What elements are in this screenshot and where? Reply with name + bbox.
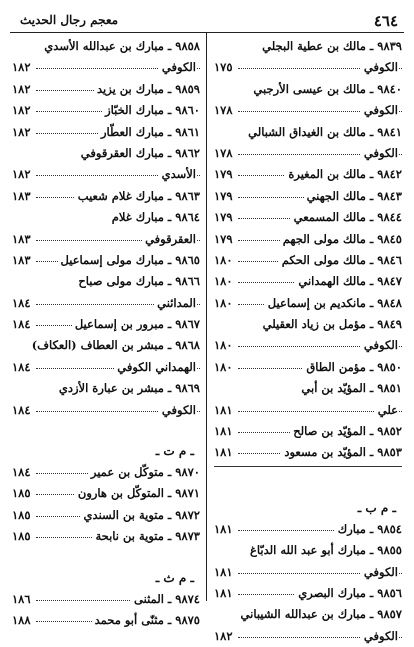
- entry-line: [12, 610, 200, 631]
- page-reference: ١٧٨: [214, 146, 236, 160]
- entry-line: [214, 164, 402, 185]
- entry-text: ٩٨٦٨ ـ مبشر بن العطاف (العكاف): [29, 338, 200, 352]
- entry-line: [214, 540, 402, 561]
- page-reference: ١٧٩: [214, 189, 236, 203]
- entry-text: ٩٨٥٢ ـ المؤيّد بن صالح: [290, 424, 402, 438]
- page-reference: ١٨٢: [12, 82, 34, 96]
- entry-line: [214, 378, 402, 399]
- entry-text: ٩٨٦١ ـ مبارك العطّار: [98, 125, 200, 139]
- entry-text: العقرقوفي: [142, 232, 196, 246]
- page-reference: ١٧٩: [214, 232, 236, 246]
- entry-text: ٩٨٥٩ ـ مبارك بن يزيد: [94, 82, 200, 96]
- entry-text: ٩٨٧٣ ـ متوية بن نابحة: [93, 529, 201, 543]
- entry-text: الهمداني الكوفي: [114, 360, 196, 374]
- entry-line: [214, 36, 402, 57]
- page-reference: ١٨٠: [214, 274, 236, 288]
- entry-text: ٩٨٤٣ ـ مالك الجهني: [304, 189, 402, 203]
- entry-continuation: [12, 164, 200, 185]
- entry-text: ٩٨٦٧ ـ مبرور بن إسماعيل: [72, 317, 200, 331]
- entry-text: ٩٨٤٢ ـ مالك بن المغيرة: [285, 167, 402, 181]
- entry-text: الكوفي: [361, 60, 398, 74]
- page-reference: ١٨٠: [214, 338, 236, 352]
- section-heading: [12, 565, 200, 589]
- entry-continuation: [12, 57, 200, 78]
- entry-text: ٩٨٤٦ ـ مالك مولى الحكم: [279, 253, 402, 267]
- page-reference: ١٨١: [214, 403, 236, 417]
- entry-continuation: [214, 562, 402, 583]
- page-reference: ١٨٣: [12, 253, 34, 267]
- entry-text: ٩٨٦٣ ـ مبارك غلام شعيب: [75, 189, 200, 203]
- entry-text: ٩٨٥٤ ـ مبارك: [335, 522, 402, 536]
- entry-text: الكوفي: [159, 60, 196, 74]
- entry-line: [12, 207, 200, 228]
- entry-text: ٩٨٦٠ ـ مبارك الخبّاز: [102, 103, 200, 117]
- page-reference: ١٨٢: [12, 103, 34, 117]
- entry-line: [12, 100, 200, 121]
- page-reference: ١٨٤: [12, 360, 34, 374]
- entry-continuation: [214, 100, 402, 121]
- entry-text: الكوفي: [159, 403, 196, 417]
- entry-text: ٩٨٤٨ ـ مانكديم بن إسماعيل: [265, 296, 402, 310]
- left-column: [12, 36, 200, 631]
- entry-line: [214, 519, 402, 540]
- entry-line: [214, 207, 402, 228]
- section-heading: [12, 438, 200, 462]
- entry-text: علي: [375, 403, 398, 417]
- right-column: [214, 36, 402, 647]
- running-title: معجم رجال الحديث: [20, 13, 119, 27]
- entry-text: ٩٨٤٤ ـ مالك المسمعي: [291, 210, 402, 224]
- entry-continuation: [12, 400, 200, 421]
- section-heading-text: ـ م ث ـ: [155, 570, 194, 585]
- entry-line: [12, 36, 200, 57]
- entry-text: ٩٨٥٧ ـ مبارك بن عبدالله الشيباني: [238, 607, 402, 621]
- entry-text: ٩٨٤١ ـ مالك بن الغيداق الشبالي: [245, 125, 402, 139]
- page-reference: ١٨١: [214, 424, 236, 438]
- entry-text: ٩٨٤٠ ـ مالك بن عيسى الأرجبي: [250, 82, 402, 96]
- page-reference: ١٧٩: [214, 167, 236, 181]
- page-reference: ١٨١: [214, 586, 236, 600]
- section-heading-text: ـ م ت ـ: [155, 444, 194, 459]
- entry-line: [214, 271, 402, 292]
- entry-rule: [214, 464, 402, 478]
- page-reference: ١٨٤: [12, 296, 34, 310]
- entry-text: ٩٨٥٨ ـ مبارك بن عبدالله الأسدي: [41, 39, 200, 53]
- page-reference: ١٨٣: [12, 232, 34, 246]
- entry-text: الكوفي: [361, 565, 398, 579]
- entry-text: ٩٨٥٥ ـ مبارك أبو عبد الله الدبّاغ: [247, 543, 402, 557]
- page-header: [10, 10, 404, 33]
- entry-text: ٩٨٧١ ـ المتوكّل بن هارون: [75, 486, 200, 500]
- page-reference: ١٨١: [214, 522, 236, 536]
- entry-line: [214, 293, 402, 314]
- spacer: [12, 421, 200, 438]
- page-reference: ١٨١: [214, 445, 236, 459]
- entry-continuation: [12, 357, 200, 378]
- entry-line: [214, 250, 402, 271]
- column-divider: [206, 33, 207, 601]
- entry-text: الكوفي: [361, 103, 398, 117]
- entry-line: [214, 314, 402, 335]
- page-reference: ١٨٥: [12, 529, 34, 543]
- entry-text: الأسدي: [159, 167, 196, 181]
- page-reference: ١٨٥: [12, 508, 34, 522]
- page-number: ٤٦٤: [373, 12, 398, 30]
- entry-text: المدائني: [154, 296, 196, 310]
- entry-text: ٩٨٥١ ـ المؤيّد بن أبي: [298, 381, 402, 395]
- page-reference: ١٨٤: [12, 317, 34, 331]
- spacer: [214, 478, 402, 495]
- entry-line: [12, 462, 200, 483]
- entry-line: [214, 604, 402, 625]
- page-reference: ١٨٤: [12, 403, 34, 417]
- spacer: [12, 548, 200, 565]
- page-reference: ١٨٦: [12, 592, 34, 606]
- entry-line: [214, 421, 402, 442]
- entry-line: [214, 583, 402, 604]
- entry-line: [12, 186, 200, 207]
- entry-line: [12, 250, 200, 271]
- page-reference: ١٨٢: [12, 167, 34, 181]
- page-reference: ١٨٢: [12, 60, 34, 74]
- entry-text: ٩٨٦٢ ـ مبارك العقرقوفي: [78, 146, 200, 160]
- entry-continuation: [214, 626, 402, 647]
- entry-line: [12, 79, 200, 100]
- page-reference: ١٨١: [214, 565, 236, 579]
- entry-line: [214, 79, 402, 100]
- entry-continuation: [214, 143, 402, 164]
- page-reference: ١٨٠: [214, 360, 236, 374]
- entry-line: [12, 589, 200, 610]
- entry-continuation: [12, 293, 200, 314]
- entry-line: [12, 378, 200, 399]
- entry-text: الكوفي: [361, 338, 398, 352]
- page-reference: ١٨٥: [12, 486, 34, 500]
- entry-line: [214, 229, 402, 250]
- entry-line: [214, 122, 402, 143]
- entry-continuation: [214, 57, 402, 78]
- entry-line: [12, 271, 200, 292]
- entry-line: [214, 357, 402, 378]
- entry-text: ٩٨٧٥ ـ مثنّى أبو محمد: [92, 613, 200, 627]
- page-reference: ١٨٨: [12, 613, 34, 627]
- entry-line: [12, 122, 200, 143]
- entry-text: ٩٨٥٠ ـ مؤمن الطاق: [303, 360, 402, 374]
- entry-text: ٩٨٦٩ ـ مبشر بن عبارة الأزدي: [56, 381, 200, 395]
- entry-continuation: [214, 400, 402, 421]
- entry-continuation: [214, 335, 402, 356]
- entry-text: ٩٨٦٤ ـ مبارك غلام: [109, 210, 200, 224]
- page-reference: ١٨٤: [12, 465, 34, 479]
- entry-line: [214, 442, 402, 463]
- section-heading-text: ـ م ب ـ: [357, 500, 396, 515]
- page-reference: ١٨٠: [214, 296, 236, 310]
- entry-text: ٩٨٥٦ ـ مبارك البصري: [295, 586, 402, 600]
- page-reference: ١٨٣: [12, 189, 34, 203]
- entry-line: [12, 526, 200, 547]
- entry-line: [12, 505, 200, 526]
- entry-continuation: [12, 229, 200, 250]
- entry-line: [214, 186, 402, 207]
- entry-line: [12, 314, 200, 335]
- page-reference: ١٨٠: [214, 253, 236, 267]
- page-reference: ١٨٢: [214, 629, 236, 643]
- rule-line: [214, 466, 402, 467]
- entry-line: [12, 483, 200, 504]
- entry-text: ٩٨٤٩ ـ مؤمل بن زياد العقيلي: [260, 317, 402, 331]
- page-reference: ١٧٩: [214, 210, 236, 224]
- entry-text: ٩٨٤٧ ـ مالك الهمداني: [295, 274, 402, 288]
- entry-text: ٩٨٧٠ ـ متوكّل بن عمير: [88, 465, 200, 479]
- entry-text: ٩٨٥٣ ـ المؤيّد بن مسعود: [281, 445, 402, 459]
- entry-line: [12, 335, 200, 356]
- entry-text: ٩٨٤٥ ـ مالك مولى الجهم: [280, 232, 402, 246]
- entry-text: ٩٨٧٢ ـ متوية بن السندي: [81, 508, 200, 522]
- entry-text: الكوفي: [361, 146, 398, 160]
- entry-text: الكوفي: [361, 629, 398, 643]
- entry-text: ٩٨٧٤ ـ المثنى: [131, 592, 200, 606]
- entry-text: ٩٨٣٩ ـ مالك بن عطية البجلي: [259, 39, 402, 53]
- section-heading: [214, 495, 402, 519]
- page-reference: ١٧٨: [214, 103, 236, 117]
- entry-line: [12, 143, 200, 164]
- entry-text: ٩٨٦٥ ـ مبارك مولى إسماعيل: [58, 253, 200, 267]
- page-reference: ١٨٢: [12, 125, 34, 139]
- page-reference: ١٧٥: [214, 60, 236, 74]
- entry-text: ٩٨٦٦ ـ مبارك مولى صباح: [75, 274, 200, 288]
